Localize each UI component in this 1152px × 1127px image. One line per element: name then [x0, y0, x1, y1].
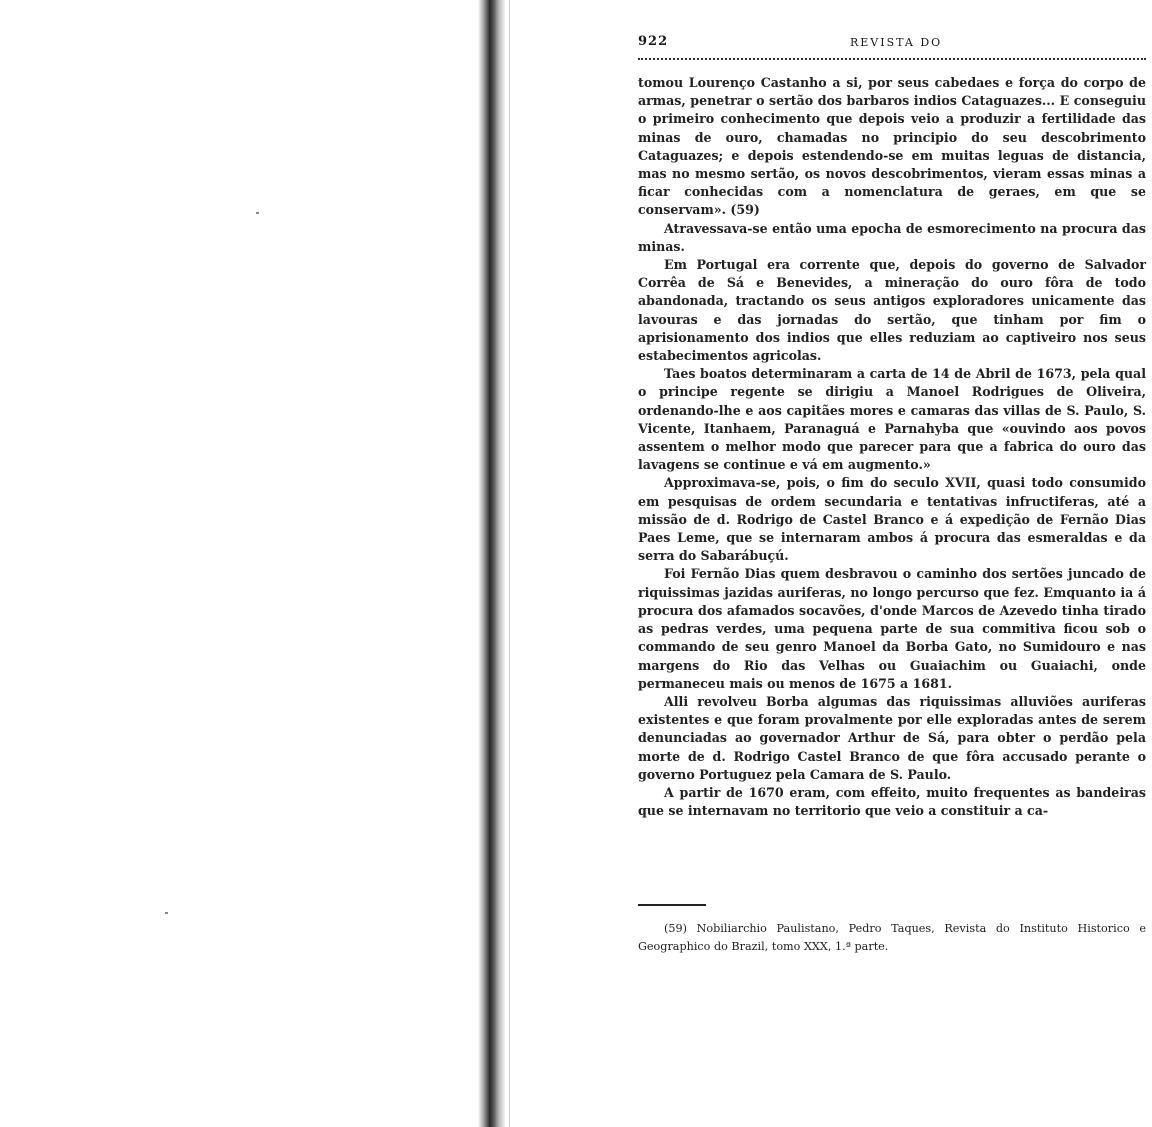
page-number: 922 — [638, 34, 669, 49]
header-rule — [638, 56, 1146, 60]
paper-speck — [165, 912, 168, 914]
paragraph: Foi Fernão Dias quem desbravou o caminho dos sertões juncado de riquissimas jazidas auriferas, no longo percurso que fez. Emquanto ia á procura dos afamados socavões, d'onde Marcos de Azevedo tinha tirado as pedras verdes, uma pequena parte de sua commitiva ficou sob o commando de seu genro Manoel da Borba Gato, no Sumidouro e nas margens do Rio das Velhas ou Guaiachim ou Guaiachi, onde permaneceu mais ou menos de 1675 a 1681. — [638, 566, 1146, 691]
paragraph: Approximava-se, pois, o fim do seculo XVII, quasi todo consumido em pesquisas de ordem secundaria e tentativas infructiferas, até a missão de d. Rodrigo de Castel Branco e á expedição de Fernão Dias Paes Leme, que se internaram ambos á procura das esmeraldas e da serra do Sabarábuçú. — [638, 475, 1146, 564]
paragraph: A partir de 1670 eram, com effeito, muito frequentes as bandeiras que se internavam no territorio que veio a constituir a ca- — [638, 784, 1146, 819]
paragraph: tomou Lourenço Castanho a si, por seus cabedaes e força do corpo de armas, penetrar o sertão dos barbaros indios Cataguazes... E conseguiu o primeiro conhecimento que depois veio a produzir a fertilidade das minas de ouro, chamadas no principio do seu descobrimento Cataguazes; e depois estendendo-se em muitas leguas de distancia, mas no mesmo sertão, os novos descobrimentos, vieram essas minas a ficar conhecidas com a nomenclatura de geraes, em que se conservam». (59) — [638, 75, 1146, 218]
page-header — [638, 34, 1144, 52]
right-page — [520, 0, 1152, 1127]
book-gutter — [478, 0, 506, 1127]
body-text — [638, 74, 1146, 820]
left-blank-page — [0, 0, 480, 1127]
paragraph: Alli revolveu Borba algumas das riquissimas alluviões auriferas existentes e que foram provalmente por elle exploradas antes de serem denunciadas ao governador Arthur de Sá, para obter o perdão pela morte de d. Rodrigo Castel Branco de que fôra accusado perante o governo Portuguez pela Camara de S. Paulo. — [638, 693, 1146, 782]
footnote: (59) Nobiliarchio Paulistano, Pedro Taques, Revista do Instituto Historico e Geographico do Brazil, tomo XXX, 1.ª parte. — [638, 922, 1146, 953]
running-title: REVISTA DO — [850, 36, 943, 49]
paragraph: Atravessava-se então uma epocha de esmorecimento na procura das minas. — [638, 220, 1146, 254]
paragraph: Em Portugal era corrente que, depois do governo de Salvador Corrêa de Sá e Benevides, a mineração do ouro fôra de todo abandonada, tractando os seus antigos exploradores unicamente das lavouras e das jornadas do sertão, que tinham por fim o aprisionamento dos indios que elles reduziam ao captiveiro nos seus estabecimentos agricolas. — [638, 257, 1146, 364]
footnote-rule — [638, 904, 706, 906]
gutter-edge — [509, 0, 510, 1127]
paper-speck — [256, 212, 259, 214]
paragraph: Taes boatos determinaram a carta de 14 de Abril de 1673, pela qual o principe regente se dirigiu a Manoel Rodrigues de Oliveira, ordenando-lhe e aos capitães mores e camaras das villas de S. Paulo, S. Vicente, Itanhaem, Paranaguá e Parnahyba que «ouvindo aos povos assentem o melhor modo que parecer para que a fabrica do ouro das lavagens se continue e vá em augmento.» — [638, 366, 1146, 473]
